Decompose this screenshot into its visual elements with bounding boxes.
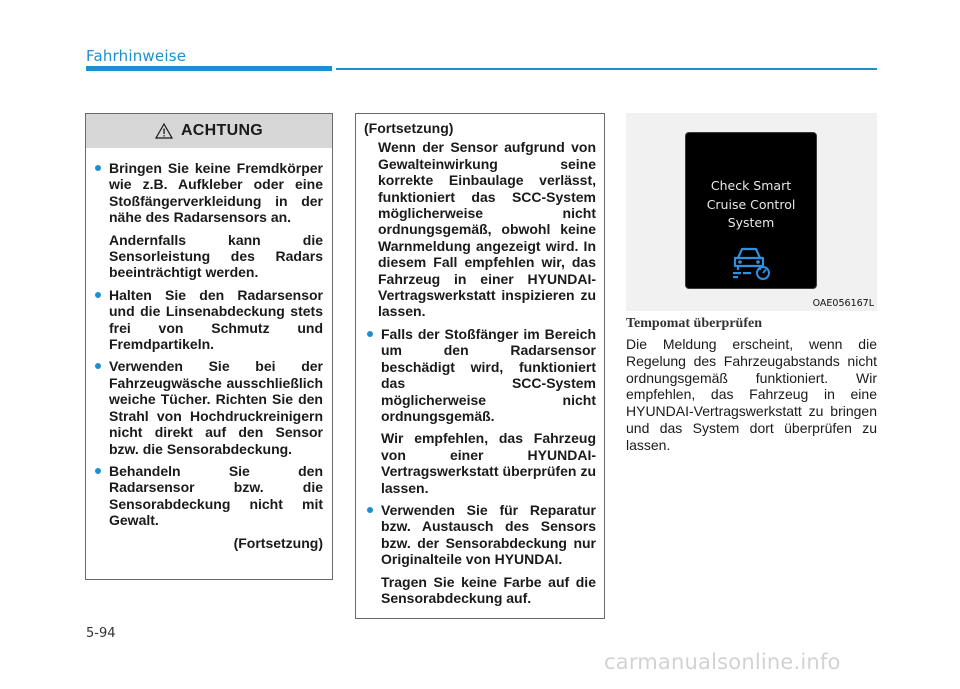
warning-box <box>85 113 333 580</box>
continuation-list <box>364 326 596 607</box>
bullet-icon <box>367 331 373 337</box>
continued-label: (Fortsetzung) <box>233 534 323 551</box>
warning-header <box>86 114 332 148</box>
continuation-box <box>355 113 605 619</box>
section-header-title: Fahrhinweise <box>86 47 187 65</box>
watermark: carmanualsonline.info <box>604 650 841 674</box>
list-paragraph: Bringen Sie keine Fremdkörper wie z.B. Aufkleber oder eine Stoßfängerverkleidung in der nähe des Radarsensors an. <box>109 160 323 226</box>
section-body: Die Meldung erscheint, wenn die Regelung des Fahrzeugabstands nicht ordnungsgemäß funktioniert. Wir empfehlen, das Fahrzeug in eine HYUNDAI-Vertragswerkstatt zu bringen und das System dort überprüfen zu lassen. <box>626 336 877 453</box>
list-item <box>364 326 596 496</box>
list-item <box>92 287 323 353</box>
bullet-icon <box>95 292 101 298</box>
screen-line: Check Smart <box>710 178 792 193</box>
warning-list <box>92 160 323 529</box>
list-paragraph: Wir empfehlen, das Fahrzeug von einer HYUNDAI-Vertragswerkstatt überprüfen zu lassen. <box>381 430 596 496</box>
screen-message <box>686 177 816 233</box>
list-item <box>364 502 596 606</box>
section-title: Tempomat überprüfen <box>626 316 762 331</box>
figure-code: OAE056167L <box>812 298 874 309</box>
warning-heading: ACHTUNG <box>180 122 264 139</box>
continuation-label: (Fortsetzung) <box>364 120 454 136</box>
list-item <box>92 463 323 529</box>
list-paragraph: Verwenden Sie bei der Fahrzeugwäsche ausschließlich weiche Tücher. Richten Sie den Strahl von Hochdruckreinigern nicht direkt auf den Sensor bzw. die Sensorabdeckung. <box>109 358 323 457</box>
bullet-icon <box>95 165 101 171</box>
bullet-icon <box>367 507 373 513</box>
list-item <box>92 160 323 281</box>
screen-line: System <box>727 215 775 230</box>
scc-car-gauge-icon <box>732 244 772 280</box>
header-rule-thin <box>336 68 877 70</box>
list-paragraph: Behandeln Sie den Radarsensor bzw. die Sensorabdeckung nicht mit Gewalt. <box>109 462 323 529</box>
bullet-icon <box>95 468 101 474</box>
page-number: 5-94 <box>86 626 116 641</box>
list-item <box>92 358 323 456</box>
screen-line: Cruise Control <box>706 196 796 212</box>
continuation-lead-paragraph: Wenn der Sensor aufgrund von Gewalteinwirkung seine korrekte Einbaulage verlässt, funktioniert das SCC-System möglicherweise nicht ordnungsgemäß, obwohl keine Warnmeldung angezeigt wird. In diesem Fall empfehlen wir, das Fahrzeug in einer HYUNDAI-Vertragswerkstatt inspizieren zu lassen. <box>378 139 596 320</box>
list-paragraph: Andernfalls kann die Sensorleistung des Radars beeinträchtigt werden. <box>109 231 323 281</box>
header-rule-thick <box>86 66 332 71</box>
warning-triangle-icon <box>155 123 173 139</box>
cluster-display-figure <box>626 113 877 311</box>
list-paragraph: Halten Sie den Radarsensor und die Linsenabdeckung stets frei von Schmutz und Fremdpartikeln. <box>109 286 323 353</box>
cluster-screen <box>685 132 817 289</box>
bullet-icon <box>95 363 101 369</box>
list-paragraph: Tragen Sie keine Farbe auf die Sensorabdeckung auf. <box>381 573 596 606</box>
list-paragraph: Verwenden Sie für Reparatur bzw. Austausch des Sensors bzw. der Sensorabdeckung nur Originalteile von HYUNDAI. <box>381 501 596 568</box>
list-paragraph: Falls der Stoßfänger im Bereich um den Radarsensor beschädigt wird, funktioniert das SCC-System möglicherweise nicht ordnungsgemäß. <box>381 325 596 424</box>
